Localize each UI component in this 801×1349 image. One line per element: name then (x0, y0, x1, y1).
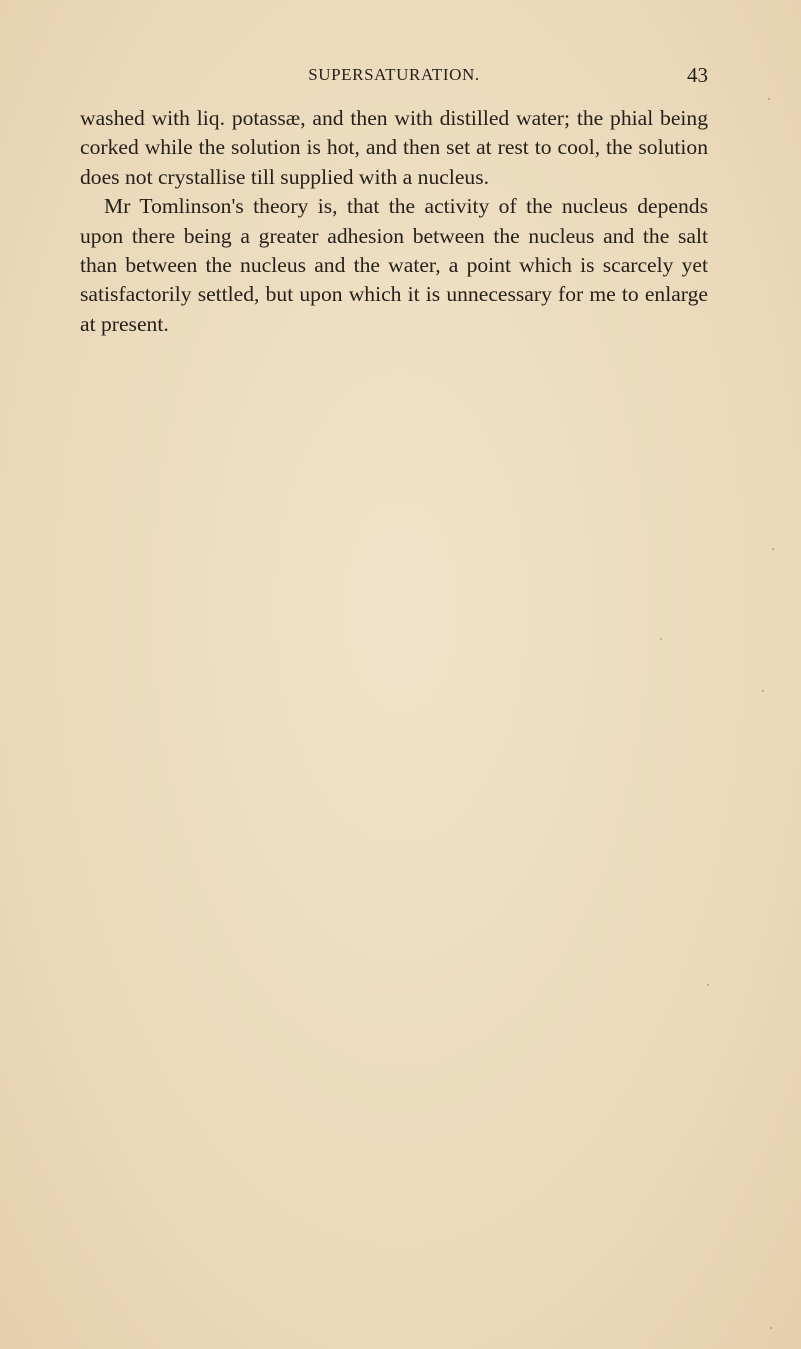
body-text (80, 104, 708, 339)
paper-speck (762, 690, 764, 692)
page-number: 43 (687, 63, 708, 87)
paper-speck (660, 638, 662, 640)
paper-speck (772, 548, 774, 550)
paragraph-continuation: washed with liq. potassæ, and then with distilled water; the phial being corked while the solution is hot, and then set at rest to cool, the solution does not crystallise till supplied with a nucleus. (80, 106, 708, 189)
paragraph-tomlinson-theory: Mr Tomlinson's theory is, that the activity of the nucleus depends upon there being a greater adhesion between the nucleus and the salt than between the nucleus and the water, a point which is scarcely yet satisfactorily settled, but upon which it is unnecessary for me to enlarge at present. (80, 194, 708, 336)
running-title: SUPERSATURATION. (308, 65, 480, 84)
running-head (80, 60, 708, 90)
paper-speck (768, 98, 770, 100)
paper-speck (770, 1327, 772, 1329)
paper-speck (707, 984, 709, 986)
